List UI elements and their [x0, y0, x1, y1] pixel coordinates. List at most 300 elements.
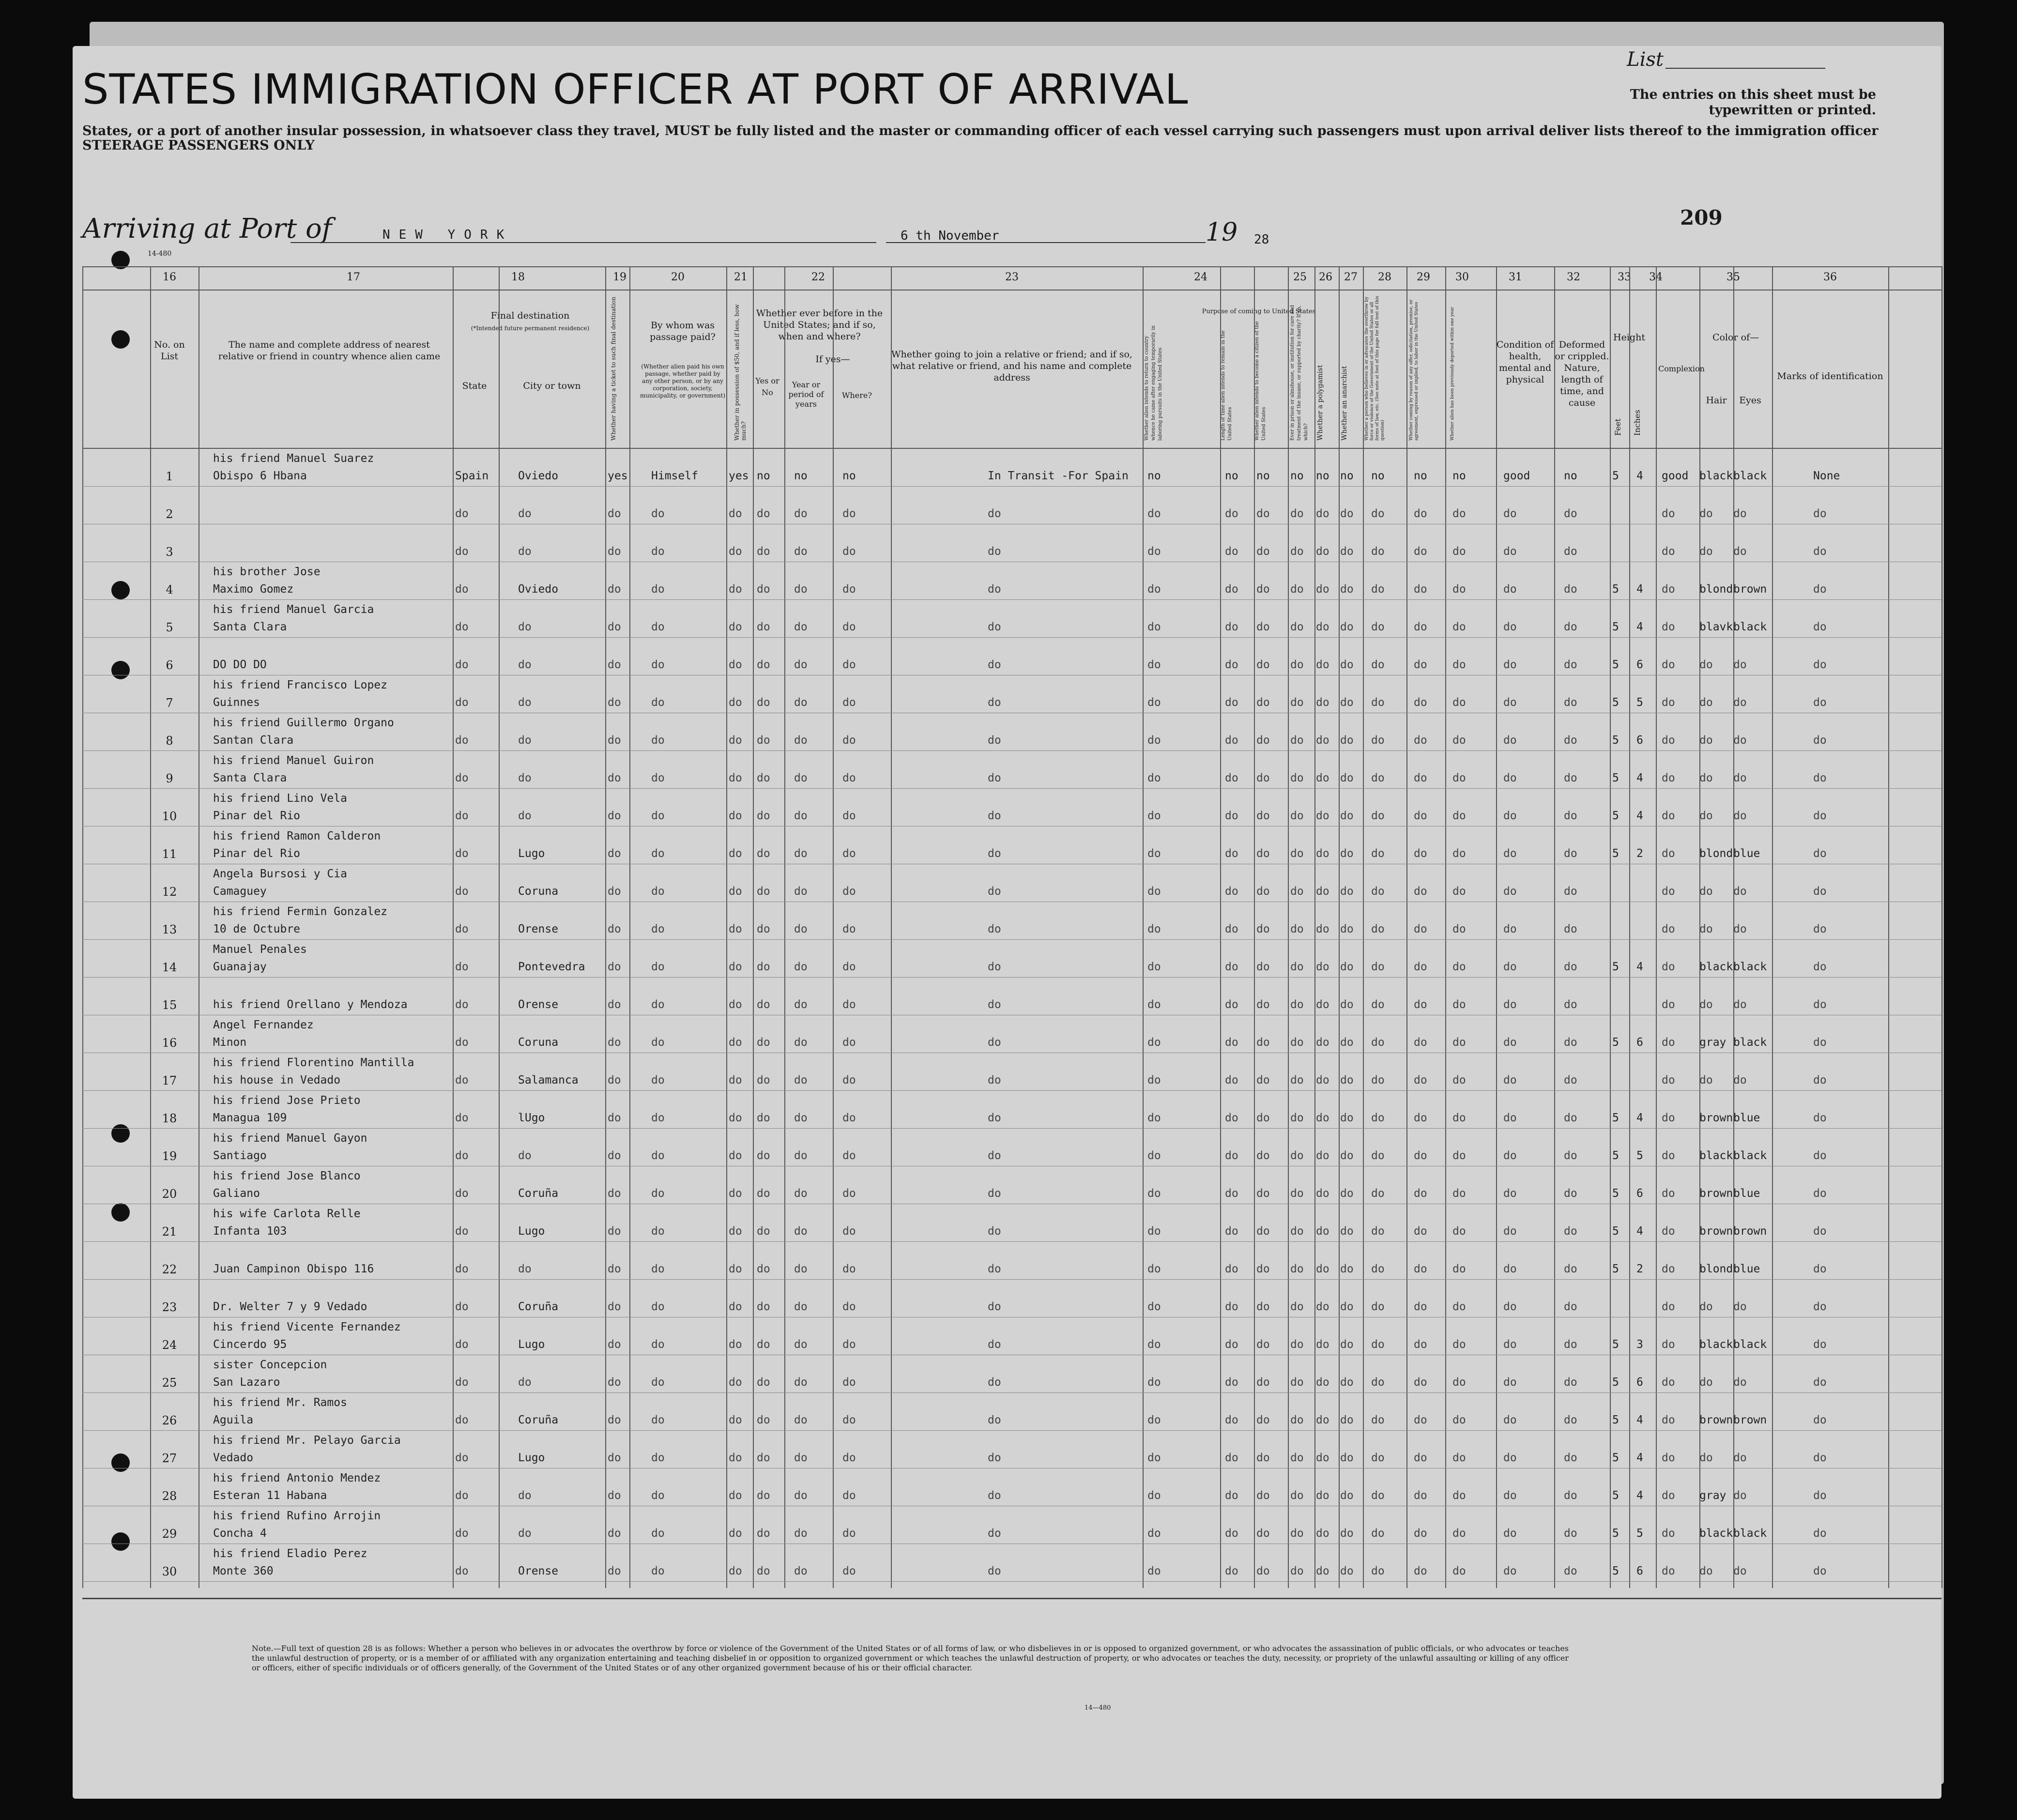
q28-cell: do — [1371, 696, 1385, 709]
complexion-cell: do — [1662, 885, 1675, 898]
q28-cell: do — [1371, 772, 1385, 784]
contract-labor-cell: do — [1414, 1489, 1427, 1502]
complexion-cell: do — [1662, 1112, 1675, 1124]
deformed-cell: do — [1564, 1376, 1577, 1389]
col-24a-header: Whether alien intends to return to country whence he came after engaging temporarily in laboring pursuits in the United States — [1144, 325, 1163, 441]
polygamist-cell: do — [1316, 658, 1329, 671]
contract-labor-cell: do — [1414, 810, 1427, 822]
prison-cell: do — [1290, 1187, 1304, 1200]
height-feet-cell: 5 — [1612, 1036, 1619, 1049]
ticket-cell: do — [608, 1527, 621, 1540]
paid-by-cell: do — [651, 1527, 665, 1540]
anarchist-cell: do — [1340, 1187, 1354, 1200]
marks-cell: do — [1813, 1036, 1827, 1049]
state-cell: do — [455, 810, 469, 822]
state-cell: do — [455, 1112, 469, 1124]
prison-cell: do — [1290, 1112, 1304, 1124]
relative-name: his friend Francisco Lopez — [213, 679, 388, 691]
complexion-cell: do — [1662, 998, 1675, 1011]
stay-length-cell: do — [1225, 961, 1238, 973]
health-cell: do — [1503, 810, 1517, 822]
health-cell: do — [1503, 696, 1517, 709]
money-cell: do — [729, 507, 742, 520]
height-inches-cell: 4 — [1636, 1112, 1643, 1124]
page-number: 209 — [1680, 206, 1723, 229]
paid-by-cell: do — [651, 583, 665, 596]
deformed-cell: do — [1564, 1149, 1577, 1162]
year-cell: do — [794, 1074, 808, 1086]
row-rule — [82, 1241, 1941, 1242]
where-cell: do — [842, 1300, 856, 1313]
column-rule — [1314, 266, 1315, 1588]
paid-by-cell: do — [651, 998, 665, 1011]
health-cell: do — [1503, 1263, 1517, 1275]
hair-color-cell: do — [1699, 885, 1713, 898]
before-cell: do — [757, 772, 770, 784]
ticket-cell: do — [608, 696, 621, 709]
money-cell: do — [729, 1414, 742, 1426]
prison-cell: do — [1290, 507, 1304, 520]
list-number: 1 — [166, 470, 173, 483]
year-cell: do — [794, 1036, 808, 1049]
q28-cell: do — [1371, 1112, 1385, 1124]
row-rule — [82, 1279, 1941, 1280]
return-intent-cell: do — [1147, 1149, 1161, 1162]
prison-cell: do — [1290, 1452, 1304, 1464]
city-cell: Coruña — [518, 1414, 559, 1426]
return-intent-cell: do — [1147, 1452, 1161, 1464]
column-rule — [82, 266, 83, 1588]
eye-color-cell: blue — [1733, 1263, 1760, 1275]
column-rule — [1496, 266, 1497, 1588]
stay-length-cell: do — [1225, 1452, 1238, 1464]
deported-cell: do — [1452, 1452, 1466, 1464]
deformed-cell: do — [1564, 658, 1577, 671]
year-cell: no — [794, 470, 808, 482]
return-intent-cell: no — [1147, 470, 1161, 482]
deformed-cell: do — [1564, 961, 1577, 973]
stay-length-cell: do — [1225, 923, 1238, 935]
before-cell: do — [757, 1225, 770, 1238]
health-cell: do — [1503, 734, 1517, 747]
col-20-header: By whom was passage paid? — [650, 320, 716, 342]
before-cell: do — [757, 1376, 770, 1389]
anarchist-cell: do — [1340, 1263, 1354, 1275]
table-top-rule — [82, 266, 1941, 267]
city-cell: do — [518, 1149, 532, 1162]
state-cell: Spain — [455, 470, 489, 482]
return-intent-cell: do — [1147, 507, 1161, 520]
deformed-cell: do — [1564, 885, 1577, 898]
paid-by-cell: do — [651, 1187, 665, 1200]
anarchist-cell: do — [1340, 885, 1354, 898]
relative-address: San Lazaro — [213, 1376, 280, 1389]
relative-address: Cincerdo 95 — [213, 1338, 287, 1351]
col-16-number: 16 — [163, 271, 176, 283]
where-cell: do — [842, 621, 856, 633]
health-cell: do — [1503, 961, 1517, 973]
city-cell: do — [518, 621, 532, 633]
ticket-cell: do — [608, 847, 621, 860]
column-rule — [1143, 266, 1144, 1588]
column-rule — [1554, 266, 1555, 1588]
col-24b-header: Length of time alien intends to remain in the United States — [1221, 330, 1233, 441]
city-cell: lUgo — [518, 1112, 545, 1124]
prison-cell: do — [1290, 885, 1304, 898]
stay-length-cell: do — [1225, 1414, 1238, 1426]
marks-cell: do — [1813, 885, 1827, 898]
col-22-year-header: Year or period of years — [788, 380, 824, 409]
hair-color-cell: do — [1699, 998, 1713, 1011]
where-cell: do — [842, 998, 856, 1011]
health-cell: do — [1503, 923, 1517, 935]
city-cell: do — [518, 734, 532, 747]
join-cell: do — [988, 1036, 1001, 1049]
before-cell: do — [757, 810, 770, 822]
year-cell: do — [794, 621, 808, 633]
deformed-cell: do — [1564, 923, 1577, 935]
q28-cell: do — [1371, 545, 1385, 558]
join-cell: do — [988, 1565, 1001, 1577]
form-title: STATES IMMIGRATION OFFICER AT PORT OF ARRIVAL — [82, 65, 1189, 114]
hair-color-cell: brown — [1699, 1414, 1733, 1426]
hair-color-cell: do — [1699, 810, 1713, 822]
height-feet-cell: 5 — [1612, 583, 1619, 596]
where-cell: do — [842, 1376, 856, 1389]
relative-address: Santiago — [213, 1149, 267, 1162]
join-cell: do — [988, 1263, 1001, 1275]
relative-name: sister Concepcion — [213, 1359, 327, 1371]
join-cell: do — [988, 1112, 1001, 1124]
hair-color-cell: brown — [1699, 1187, 1733, 1200]
relative-name: his friend Fermin Gonzalez — [213, 905, 388, 918]
ticket-cell: do — [608, 507, 621, 520]
prison-cell: do — [1290, 1527, 1304, 1540]
col-35-hair-header: Hair — [1706, 395, 1727, 406]
citizen-intent-cell: do — [1256, 1414, 1270, 1426]
city-cell: do — [518, 1527, 532, 1540]
col-25-header: Ever in prison or almshouse, or institution for care and treatment of the insane, or supported by charity? If so, which? — [1290, 305, 1309, 441]
deformed-cell: do — [1564, 583, 1577, 596]
before-cell: do — [757, 545, 770, 558]
join-cell: do — [988, 923, 1001, 935]
city-cell: Coruna — [518, 885, 559, 898]
height-inches-cell: 2 — [1636, 1263, 1643, 1275]
col-34-number: 34 — [1649, 271, 1663, 283]
column-rule — [1656, 266, 1657, 1588]
height-feet-cell: 5 — [1612, 1112, 1619, 1124]
before-cell: no — [757, 470, 770, 482]
state-cell: do — [455, 1300, 469, 1313]
prison-cell: no — [1290, 470, 1304, 482]
return-intent-cell: do — [1147, 961, 1161, 973]
money-cell: do — [729, 772, 742, 784]
polygamist-cell: no — [1316, 470, 1329, 482]
deformed-cell: do — [1564, 545, 1577, 558]
col-28-number: 28 — [1378, 271, 1391, 283]
column-rule — [1220, 266, 1221, 1588]
money-cell: do — [729, 1376, 742, 1389]
anarchist-cell: do — [1340, 772, 1354, 784]
col-20-subheader: (Whether alien paid his own passage, whether paid by any other person, or by any corporation, society, municipality, or government) — [640, 363, 726, 399]
citizen-intent-cell: do — [1256, 1225, 1270, 1238]
paid-by-cell: do — [651, 1452, 665, 1464]
money-cell: do — [729, 545, 742, 558]
height-feet-cell: 5 — [1612, 1527, 1619, 1540]
return-intent-cell: do — [1147, 621, 1161, 633]
health-cell: do — [1503, 621, 1517, 633]
col-27-header: Whether an anarchist — [1341, 366, 1348, 441]
eye-color-cell: do — [1733, 1300, 1747, 1313]
join-cell: do — [988, 1414, 1001, 1426]
deported-cell: do — [1452, 1300, 1466, 1313]
col-24-number: 24 — [1194, 271, 1207, 283]
stay-length-cell: do — [1225, 621, 1238, 633]
col-35-eyes-header: Eyes — [1739, 395, 1761, 406]
q28-cell: do — [1371, 961, 1385, 973]
where-cell: do — [842, 1414, 856, 1426]
complexion-cell: do — [1662, 734, 1675, 747]
year-cell: do — [794, 734, 808, 747]
paid-by-cell: do — [651, 1112, 665, 1124]
return-intent-cell: do — [1147, 696, 1161, 709]
stay-length-cell: do — [1225, 1187, 1238, 1200]
prison-cell: do — [1290, 621, 1304, 633]
paid-by-cell: do — [651, 885, 665, 898]
eye-color-cell: brown — [1733, 583, 1767, 596]
column-rule — [1941, 266, 1942, 1588]
steerage-label: STEERAGE PASSENGERS ONLY — [82, 138, 315, 153]
state-cell: do — [455, 961, 469, 973]
return-intent-cell: do — [1147, 1527, 1161, 1540]
list-number: 27 — [162, 1452, 177, 1465]
before-cell: do — [757, 1300, 770, 1313]
contract-labor-cell: do — [1414, 1225, 1427, 1238]
contract-labor-cell: do — [1414, 545, 1427, 558]
hair-color-cell: blond — [1699, 1263, 1733, 1275]
money-cell: do — [729, 1527, 742, 1540]
year-cell: do — [794, 1225, 808, 1238]
polygamist-cell: do — [1316, 1149, 1329, 1162]
eye-color-cell: do — [1733, 1074, 1747, 1086]
citizen-intent-cell: do — [1256, 885, 1270, 898]
marks-cell: None — [1813, 470, 1840, 482]
state-cell: do — [455, 545, 469, 558]
city-cell: do — [518, 1376, 532, 1389]
polygamist-cell: do — [1316, 961, 1329, 973]
prison-cell: do — [1290, 998, 1304, 1011]
join-cell: do — [988, 1187, 1001, 1200]
complexion-cell: do — [1662, 1300, 1675, 1313]
ticket-cell: do — [608, 923, 621, 935]
relative-address: Santan Clara — [213, 734, 294, 747]
polygamist-cell: do — [1316, 1225, 1329, 1238]
state-cell: do — [455, 1036, 469, 1049]
health-cell: do — [1503, 1187, 1517, 1200]
q28-cell: do — [1371, 1452, 1385, 1464]
year-cell: do — [794, 1112, 808, 1124]
year-cell: do — [794, 810, 808, 822]
col-32-number: 32 — [1567, 271, 1580, 283]
deformed-cell: do — [1564, 621, 1577, 633]
complexion-cell: do — [1662, 1263, 1675, 1275]
city-cell: Coruna — [518, 1036, 559, 1049]
height-inches-cell: 3 — [1636, 1338, 1643, 1351]
stay-length-cell: no — [1225, 470, 1238, 482]
citizen-intent-cell: do — [1256, 772, 1270, 784]
height-inches-cell: 4 — [1636, 810, 1643, 822]
paid-by-cell: do — [651, 847, 665, 860]
money-cell: do — [729, 923, 742, 935]
complexion-cell: do — [1662, 1149, 1675, 1162]
polygamist-cell: do — [1316, 507, 1329, 520]
polygamist-cell: do — [1316, 1300, 1329, 1313]
height-feet-cell: 5 — [1612, 621, 1619, 633]
height-feet-cell: 5 — [1612, 1452, 1619, 1464]
height-feet-cell: 5 — [1612, 1565, 1619, 1577]
eye-color-cell: do — [1733, 734, 1747, 747]
where-cell: do — [842, 961, 856, 973]
where-cell: do — [842, 1263, 856, 1275]
polygamist-cell: do — [1316, 1338, 1329, 1351]
citizen-intent-cell: do — [1256, 696, 1270, 709]
marks-cell: do — [1813, 1187, 1827, 1200]
citizen-intent-cell: do — [1256, 545, 1270, 558]
contract-labor-cell: do — [1414, 998, 1427, 1011]
citizen-intent-cell: do — [1256, 1452, 1270, 1464]
deformed-cell: do — [1564, 696, 1577, 709]
column-rule — [753, 266, 754, 1588]
deported-cell: do — [1452, 1036, 1466, 1049]
deported-cell: do — [1452, 998, 1466, 1011]
city-cell: Lugo — [518, 1225, 545, 1238]
relative-address: Pinar del Rio — [213, 810, 301, 822]
anarchist-cell: do — [1340, 1414, 1354, 1426]
city-cell: Salamanca — [518, 1074, 579, 1086]
height-feet-cell: 5 — [1612, 1225, 1619, 1238]
relative-address: Infanta 103 — [213, 1225, 287, 1238]
marks-cell: do — [1813, 1452, 1827, 1464]
eye-color-cell: do — [1733, 1489, 1747, 1502]
citizen-intent-cell: do — [1256, 1187, 1270, 1200]
anarchist-cell: do — [1340, 1527, 1354, 1540]
ticket-cell: do — [608, 545, 621, 558]
deformed-cell: do — [1564, 507, 1577, 520]
row-rule — [82, 1430, 1941, 1431]
list-number: 20 — [162, 1187, 177, 1201]
where-cell: do — [842, 696, 856, 709]
before-cell: do — [757, 696, 770, 709]
deported-cell: do — [1452, 1338, 1466, 1351]
join-cell: do — [988, 621, 1001, 633]
eye-color-cell: do — [1733, 998, 1747, 1011]
money-cell: do — [729, 1263, 742, 1275]
prison-cell: do — [1290, 1074, 1304, 1086]
ticket-cell: do — [608, 583, 621, 596]
q28-cell: do — [1371, 1036, 1385, 1049]
relative-address: Dr. Welter 7 y 9 Vedado — [213, 1300, 367, 1313]
list-number: 7 — [166, 696, 173, 710]
year-cell: do — [794, 847, 808, 860]
city-cell: Lugo — [518, 1452, 545, 1464]
col-18-city-header: City or town — [523, 381, 581, 391]
col-18-header: Final destination — [490, 310, 570, 321]
col-17-number: 17 — [347, 271, 360, 283]
paid-by-cell: do — [651, 1074, 665, 1086]
list-number: 3 — [166, 545, 173, 559]
stay-length-cell: do — [1225, 507, 1238, 520]
prison-cell: do — [1290, 1149, 1304, 1162]
eye-color-cell: do — [1733, 658, 1747, 671]
col-21-header: Whether in possession of $50, and if less, how much? — [733, 304, 747, 441]
column-number-rule — [82, 290, 1941, 291]
relative-name: his friend Jose Blanco — [213, 1170, 361, 1182]
height-inches-cell: 6 — [1636, 1565, 1643, 1577]
join-cell: In Transit -For Spain — [988, 470, 1129, 482]
relative-name: his friend Manuel Garcia — [213, 603, 374, 616]
join-cell: do — [988, 583, 1001, 596]
col-18-number: 18 — [511, 271, 525, 283]
anarchist-cell: do — [1340, 998, 1354, 1011]
state-cell: do — [455, 734, 469, 747]
deported-cell: do — [1452, 734, 1466, 747]
city-cell: do — [518, 658, 532, 671]
height-feet-cell: 5 — [1612, 772, 1619, 784]
health-cell: do — [1503, 998, 1517, 1011]
polygamist-cell: do — [1316, 1489, 1329, 1502]
city-cell: Lugo — [518, 1338, 545, 1351]
relative-address: Pinar del Rio — [213, 847, 301, 860]
citizen-intent-cell: do — [1256, 1149, 1270, 1162]
col-35-header: Color of— — [1712, 332, 1759, 343]
money-cell: do — [729, 734, 742, 747]
anarchist-cell: do — [1340, 810, 1354, 822]
before-cell: do — [757, 847, 770, 860]
list-label: List — [1627, 48, 1664, 71]
money-cell: do — [729, 810, 742, 822]
polygamist-cell: do — [1316, 1527, 1329, 1540]
city-cell: Orense — [518, 923, 559, 935]
complexion-cell: do — [1662, 696, 1675, 709]
city-cell: do — [518, 1263, 532, 1275]
deported-cell: do — [1452, 1376, 1466, 1389]
where-cell: do — [842, 583, 856, 596]
anarchist-cell: do — [1340, 1074, 1354, 1086]
relative-name: his friend Antonio Mendez — [213, 1472, 381, 1484]
ticket-cell: do — [608, 1452, 621, 1464]
contract-labor-cell: do — [1414, 1263, 1427, 1275]
height-inches-cell: 4 — [1636, 583, 1643, 596]
list-number: 25 — [162, 1376, 177, 1390]
stay-length-cell: do — [1225, 810, 1238, 822]
marks-cell: do — [1813, 734, 1827, 747]
column-rule — [605, 266, 606, 1588]
health-cell: do — [1503, 1452, 1517, 1464]
deformed-cell: do — [1564, 1074, 1577, 1086]
height-inches-cell: 4 — [1636, 961, 1643, 973]
eye-color-cell: blue — [1733, 847, 1760, 860]
ticket-cell: do — [608, 1074, 621, 1086]
year-cell: do — [794, 1527, 808, 1540]
deported-cell: do — [1452, 1527, 1466, 1540]
contract-labor-cell: do — [1414, 696, 1427, 709]
col-20-number: 20 — [671, 271, 685, 283]
ticket-cell: do — [608, 734, 621, 747]
marks-cell: do — [1813, 1565, 1827, 1577]
join-cell: do — [988, 847, 1001, 860]
contract-labor-cell: do — [1414, 1074, 1427, 1086]
column-rule — [1339, 266, 1340, 1588]
